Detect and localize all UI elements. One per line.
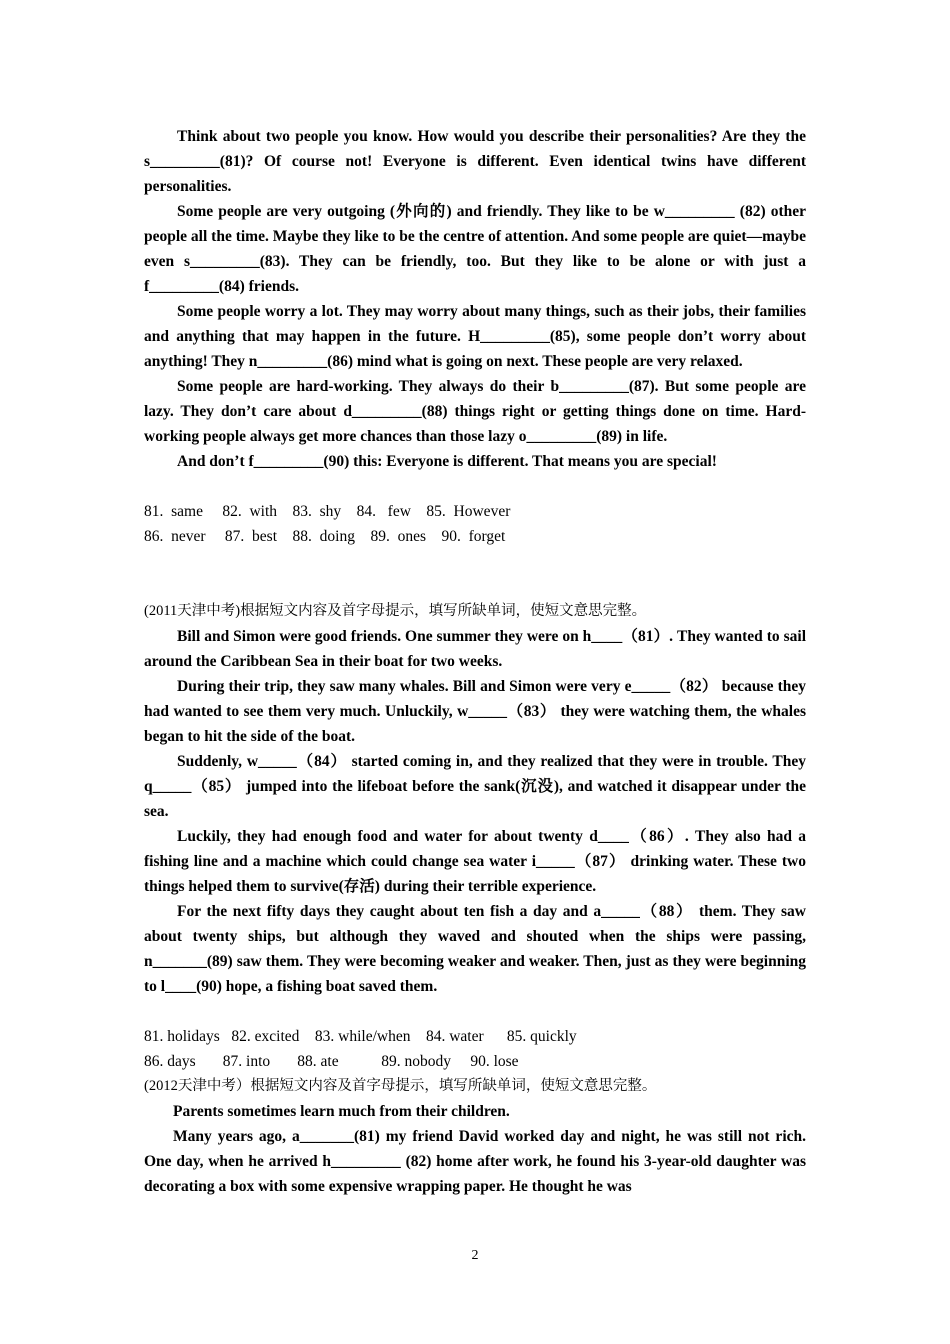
p1-paragraph-1: Think about two people you know. How would you describe their personalities? Are they the s_________(81)? Of course not! Everyone is different. Even identical twins have different personalities. [144, 128, 806, 195]
p1-paragraph-5: And don’t f_________(90) this: Everyone is different. That means you are special! [177, 453, 717, 470]
p2-paragraph-5: For the next fifty days they caught about ten fish a day and a_____（88） them. They saw about twenty ships, but although they waved and shouted when the ships were passing, n_______(89) saw them. They were becoming weaker and weaker. Then, just as they were beginning to l____(90) hope, a fishing boat saved them. [144, 903, 806, 995]
p1-answer-line-2: 86. never 87. best 88. doing 89. ones 90. forget [144, 528, 506, 545]
spacer [144, 999, 806, 1024]
p1-answer-line-1: 81. same 82. with 83. shy 84. few 85. However [144, 503, 511, 520]
document-page [144, 124, 806, 1199]
p1-paragraph-4: Some people are hard-working. They always do their b_________(87). But some people are lazy. They don’t care about d_________(88) things right or getting things done on time. Hard-working people always get more chances than those lazy o_________(89) in life. [144, 378, 806, 445]
p2-answer-line-2: 86. days 87. into 88. ate 89. nobody 90. lose [144, 1053, 519, 1070]
page-number: 2 [471, 1248, 479, 1263]
p2-paragraph-2: During their trip, they saw many whales. Bill and Simon were very e_____（82） because they had wanted to see them very much. Unluckily, w_____（83） they were watching them, the whales began to hit the side of the boat. [144, 678, 806, 745]
p2-paragraph-4: Luckily, they had enough food and water for about twenty d____（86）. They also had a fishing line and a machine which could change sea water i_____（87） drinking water. These two things helped them to survive(存活) during their terrible experience. [144, 828, 806, 895]
spacer [144, 549, 806, 599]
p3-paragraph-2: Many years ago, a_______(81) my friend David worked day and night, he was still not rich. One day, when he arrived h_________ (82) home after work, he found his 3-year-old daughter was decorating a box with some expensive wrapping paper. He thought he was [144, 1128, 806, 1195]
p2-heading: (2011天津中考)根据短文内容及首字母提示，填写所缺单词，使短文意思完整。 [144, 603, 647, 619]
p3-paragraph-1: Parents sometimes learn much from their children. [173, 1103, 510, 1120]
p2-paragraph-1: Bill and Simon were good friends. One summer they were on h____（81）. They wanted to sail around the Caribbean Sea in their boat for two weeks. [144, 628, 806, 670]
p3-heading: (2012天津中考）根据短文内容及首字母提示，填写所缺单词，使短文意思完整。 [144, 1078, 657, 1094]
p1-paragraph-3: Some people worry a lot. They may worry about many things, such as their jobs, their families and anything that may happen in the future. H_________(85), some people don’t worry about anything! They n_________(86) mind what is going on next. These people are very relaxed. [144, 303, 806, 370]
spacer [144, 474, 806, 499]
p2-answer-line-1: 81. holidays 82. excited 83. while/when 84. water 85. quickly [144, 1028, 577, 1045]
p1-paragraph-2: Some people are very outgoing (外向的) and friendly. They like to be w_________ (82) other people all the time. Maybe they like to be the centre of attention. And some people are quiet—maybe even s_________(83). They can be friendly, too. But they like to be alone or with just a f_________(84) friends. [144, 203, 806, 295]
p2-paragraph-3: Suddenly, w_____（84） started coming in, and they realized that they were in trouble. They q_____（85） jumped into the lifeboat before the sank(沉没), and watched it disappear under the sea. [144, 753, 806, 820]
